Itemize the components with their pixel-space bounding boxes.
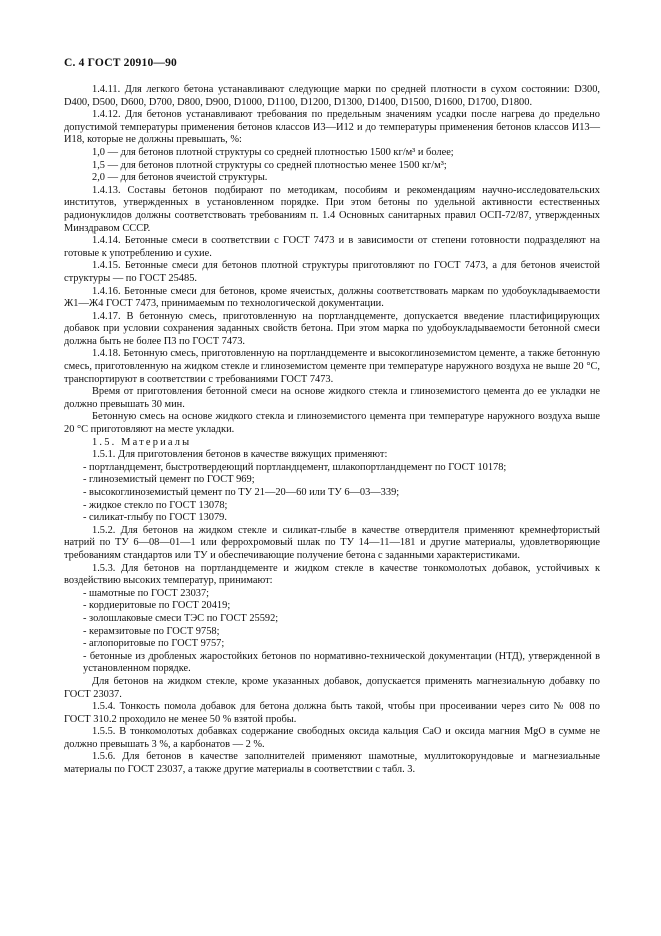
document-body bbox=[64, 84, 600, 777]
list-item: - кордиеритовые по ГОСТ 20419; bbox=[83, 600, 231, 612]
paragraph: 1.4.17. В бетонную смесь, приготовленную на портландцементе, допускается введение пластифицирующих добавок при условии сохранения заданных свойств бетона. При этом марка по удобоукладываемости бетонной смеси должна быть не более П3 по ГОСТ 7473. bbox=[64, 310, 600, 347]
paragraph: 1.4.13. Составы бетонов подбирают по методикам, пособиям и рекомендациям научно-исследовательских институтов, утвержденных в установленном порядке. При этом бетоны по удельной активности естественных радионуклидов должны соответствовать требованиям п. 1.4 Основных санитарных правил ОСП-72/87, утвержденных Минздравом СССР. bbox=[64, 184, 600, 234]
paragraph: 1.5.2. Для бетонов на жидком стекле и силикат-глыбе в качестве отвердителя применяют кремнефтористый натрий по ТУ 6—08—01—1 или феррохромовый шлак по ТУ 14—11—181 и другие материалы, удовлетворяющие требованиям стандартов или ТУ и обеспечивающие получение бетона с заданными характеристиками. bbox=[64, 524, 600, 561]
paragraph: 1,5 — для бетонов плотной структуры со средней плотностью менее 1500 кг/м³; bbox=[92, 159, 447, 171]
paragraph: Для бетонов на жидком стекле, кроме указанных добавок, допускается применять магнезиальную добавку по ГОСТ 23037. bbox=[64, 675, 600, 700]
list-item: - аглопоритовые по ГОСТ 9757; bbox=[83, 638, 225, 650]
paragraph: 1.4.16. Бетонные смеси для бетонов, кроме ячеистых, должны соответствовать маркам по удобоукладываемости Ж1—Ж4 ГОСТ 7473, принимаемым по технологической документации. bbox=[64, 285, 600, 310]
paragraph: 1.5. Материалы bbox=[92, 436, 192, 448]
page-header: С. 4 ГОСТ 20910—90 bbox=[64, 57, 177, 69]
list-item: - керамзитовые по ГОСТ 9758; bbox=[83, 625, 220, 637]
list-item: - глиноземистый цемент по ГОСТ 969; bbox=[83, 474, 255, 486]
paragraph: 1.5.5. В тонкомолотых добавках содержание свободных оксида кальция CaO и оксида магния MgO в сумме не должно превышать 3 %, а карбонатов — 2 %. bbox=[64, 726, 600, 750]
list-item: - высокоглиноземистый цемент по ТУ 21—20—60 или ТУ 6—03—339; bbox=[83, 487, 400, 498]
list-item: - жидкое стекло по ГОСТ 13078; bbox=[83, 499, 228, 511]
list-item: - шамотные по ГОСТ 23037; bbox=[83, 587, 210, 599]
paragraph: 1.5.6. Для бетонов в качестве заполнителей применяют шамотные, муллитокорундовые и магнезиальные материалы по ГОСТ 23037, а также другие материалы в соответствии с табл. 3. bbox=[64, 751, 600, 776]
list-item: - бетонные из дробленых жаростойких бетонов по нормативно-технической документации (НТД), утвержденной в установленном порядке. bbox=[83, 650, 600, 675]
paragraph: 1.4.11. Для легкого бетона устанавливают следующие марки по средней плотности в сухом состоянии: D300, D400, D500, D600, D700, D800, D900, D1000, D1100, D1200, D1300, D1400, D1500, D1600, D1700, D1800. bbox=[64, 84, 600, 108]
paragraph: 1.4.18. Бетонную смесь, приготовленную на портландцементе и высокоглиноземистом цементе, а также бетонную смесь, приготовленную на жидком стекле и глиноземистом цементе при температуре наружного воздуха не выше 20 °С, транспортируют в соответствии с требованиями ГОСТ 7473. bbox=[64, 348, 600, 385]
paragraph: 1.4.12. Для бетонов устанавливают требования по предельным значениям усадки после нагрева до предельно допустимой температуры применения бетонов классов И3—И12 и до температуры применения бетонов классов И13—И18, которые не должны превышать, %: bbox=[64, 109, 600, 146]
paragraph: 1,0 — для бетонов плотной структуры со средней плотностью 1500 кг/м³ и более; bbox=[92, 146, 454, 158]
paragraph: 1.5.4. Тонкость помола добавок для бетона должна быть такой, чтобы при просеивании через сито № 008 по ГОСТ 310.2 проходило не менее 50 % взятой пробы. bbox=[64, 701, 600, 725]
paragraph: 1.5.1. Для приготовления бетонов в качестве вяжущих применяют: bbox=[92, 449, 388, 461]
list-item: - портландцемент, быстротвердеющий портландцемент, шлакопортландцемент по ГОСТ 10178; bbox=[83, 461, 507, 473]
list-item: - силикат-глыбу по ГОСТ 13079. bbox=[83, 512, 227, 524]
paragraph: 1.4.14. Бетонные смеси в соответствии с ГОСТ 7473 и в зависимости от степени готовности подразделяют на готовые к употреблению и сухие. bbox=[64, 235, 600, 259]
paragraph: Бетонную смесь на основе жидкого стекла и глиноземистого цемента при температуре наружного воздуха выше 20 °С приготовляют на месте укладки. bbox=[64, 411, 600, 436]
paragraph: Время от приготовления бетонной смеси на основе жидкого стекла и глиноземистого цемента до ее укладки не должно превышать 30 мин. bbox=[64, 386, 600, 410]
paragraph: 1.4.15. Бетонные смеси для бетонов плотной структуры приготовляют по ГОСТ 7473, а для бетонов ячеистой структуры — по ГОСТ 25485. bbox=[64, 260, 600, 284]
paragraph: 1.5.3. Для бетонов на портландцементе и жидком стекле в качестве тонкомолотых добавок, устойчивых к воздействию высоких температур, принимают: bbox=[64, 562, 600, 587]
list-item: - золошлаковые смеси ТЭС по ГОСТ 25592; bbox=[83, 612, 279, 624]
paragraph: 2,0 — для бетонов ячеистой структуры. bbox=[92, 172, 268, 184]
